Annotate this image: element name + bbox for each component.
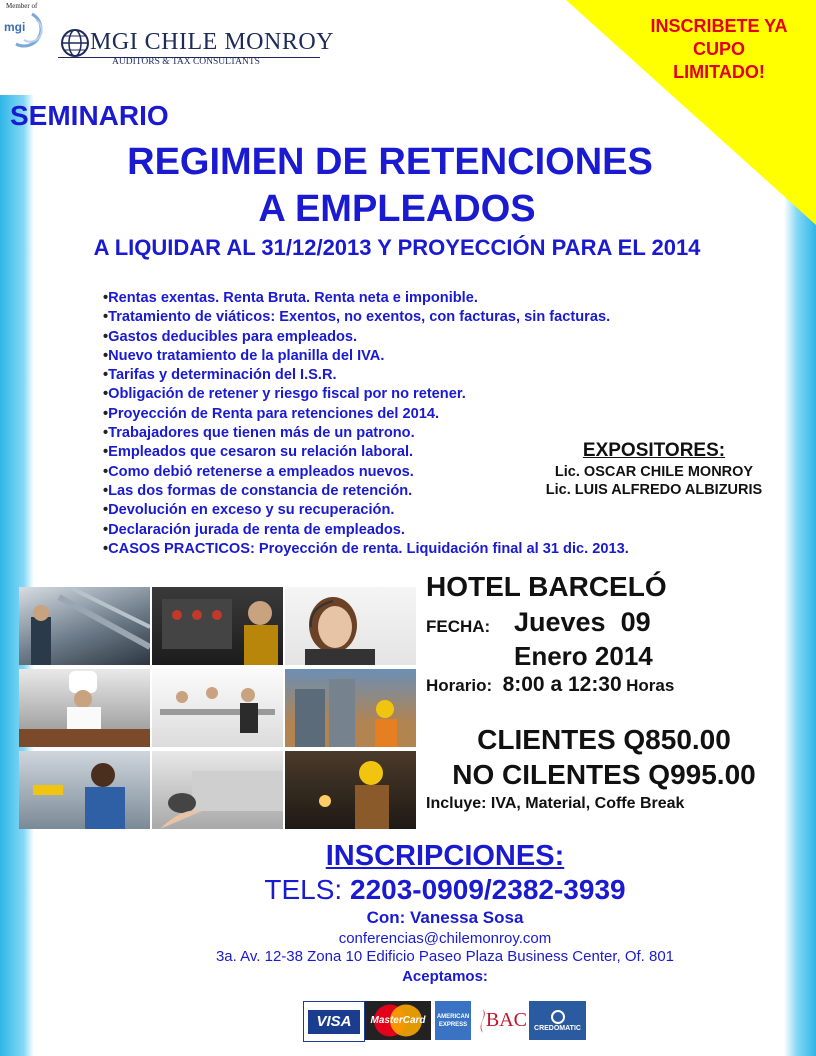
bac-flame-icon — [475, 1007, 486, 1035]
company-tagline: AUDITORS & TAX CONSULTANTS — [112, 57, 260, 67]
banner-line-2: CUPO — [692, 39, 745, 59]
date-line-2: Enero 2014 — [514, 641, 653, 671]
date-label: FECHA: — [426, 617, 491, 636]
list-item: • Tratamiento de viáticos: Exentos, no exentos, con facturas, sin facturas. — [103, 308, 783, 327]
credomatic-logo: CREDOMATIC — [529, 1001, 586, 1040]
topics-list — [103, 289, 783, 559]
includes: Incluye: IVA, Material, Coffe Break — [426, 795, 685, 812]
photo-construction — [285, 669, 416, 747]
list-item: • Como debió retenerse a empleados nuevos. — [103, 463, 783, 482]
mgi-small-text: mgi — [4, 20, 26, 34]
time-label: Horario: — [426, 676, 493, 695]
contact-email[interactable]: conferencias@chilemonroy.com — [338, 930, 552, 947]
banner-line-1: INSCRIBETE YA — [650, 16, 788, 36]
time-value: 8:00 a 12:30 — [502, 673, 622, 696]
venue: HOTEL BARCELÓ — [426, 571, 667, 602]
time-unit: Horas — [626, 676, 675, 695]
title-line-1: REGIMEN DE RETENCIONES — [127, 141, 653, 183]
list-item: • Gastos deducibles para empleados. — [103, 328, 783, 347]
photo-chef — [19, 669, 150, 747]
right-cyan-bar — [784, 95, 816, 1056]
banner-text — [626, 15, 812, 84]
photo-computer-mouse — [152, 751, 283, 829]
visa-logo: VISA — [303, 1001, 365, 1042]
registration-heading: INSCRIPCIONES: — [325, 840, 565, 872]
photo-office-meeting — [152, 669, 283, 747]
photo-grid — [19, 587, 419, 832]
price-non-clients: NO CILENTES Q995.00 — [452, 759, 756, 790]
photo-industrial-worker — [19, 587, 150, 665]
list-item: • Declaración jurada de renta de empleados. — [103, 521, 783, 540]
photo-firefighter — [152, 587, 283, 665]
list-item: • Obligación de retener y riesgo fiscal por no retener. — [103, 385, 783, 404]
speaker-name: Lic. LUIS ALFREDO ALBIZURIS — [545, 482, 763, 498]
price-clients: CLIENTES Q850.00 — [477, 724, 731, 755]
list-item: • Nuevo tratamiento de la planilla del IVA. — [103, 347, 783, 366]
speaker-name: Lic. OSCAR CHILE MONROY — [554, 464, 754, 480]
photo-welder — [285, 751, 416, 829]
date-line-1: Jueves 09 — [514, 607, 651, 637]
company-logo — [58, 26, 334, 70]
list-item: • Proyección de Renta para retenciones del 2014. — [103, 405, 783, 424]
photo-call-center-agent — [285, 587, 416, 665]
list-item: • Las dos formas de constancia de retención. — [103, 482, 783, 501]
phones-label: TELS: — [264, 874, 350, 905]
subtitle: A LIQUIDAR AL 31/12/2013 Y PROYECCIÓN PARA EL 2014 — [93, 235, 701, 260]
amex-logo: AMERICAN EXPRESS — [435, 1001, 471, 1040]
title-line-2: A EMPLEADOS — [258, 188, 536, 230]
seminar-kicker: SEMINARIO — [10, 100, 169, 131]
list-item: • Rentas exentas. Renta Bruta. Renta neta e imponible. — [103, 289, 783, 308]
photo-technician — [19, 751, 150, 829]
list-item: • CASOS PRACTICOS: Proyección de renta. Liquidación final al 31 dic. 2013. — [103, 540, 783, 559]
company-name: MGI CHILE MONROY — [90, 29, 334, 55]
speakers-block — [512, 440, 796, 498]
credomatic-icon — [548, 1009, 568, 1025]
phones-line — [200, 874, 690, 906]
accepts-label: Aceptamos: — [402, 968, 488, 985]
phones-value: 2203-0909/2382-3939 — [350, 874, 626, 905]
mgi-member-logo — [2, 2, 54, 56]
speakers-heading: EXPOSITORES: — [582, 440, 726, 461]
bac-logo: BAC — [475, 1001, 527, 1040]
member-of-text: Member of — [6, 2, 38, 10]
list-item: • Empleados que cesaron su relación laboral. — [103, 443, 783, 462]
globe-icon — [58, 28, 92, 58]
address: 3a. Av. 12-38 Zona 10 Edificio Paseo Plaza Business Center, Of. 801 — [215, 948, 675, 965]
contact-person: Con: Vanessa Sosa — [366, 908, 524, 927]
list-item: • Trabajadores que tienen más de un patrono. — [103, 424, 783, 443]
mastercard-logo: MasterCard — [365, 1001, 431, 1040]
banner-line-3: LIMITADO! — [673, 62, 765, 82]
list-item: • Tarifas y determinación del I.S.R. — [103, 366, 783, 385]
list-item: • Devolución en exceso y su recuperación. — [103, 501, 783, 520]
time-row — [426, 673, 674, 697]
